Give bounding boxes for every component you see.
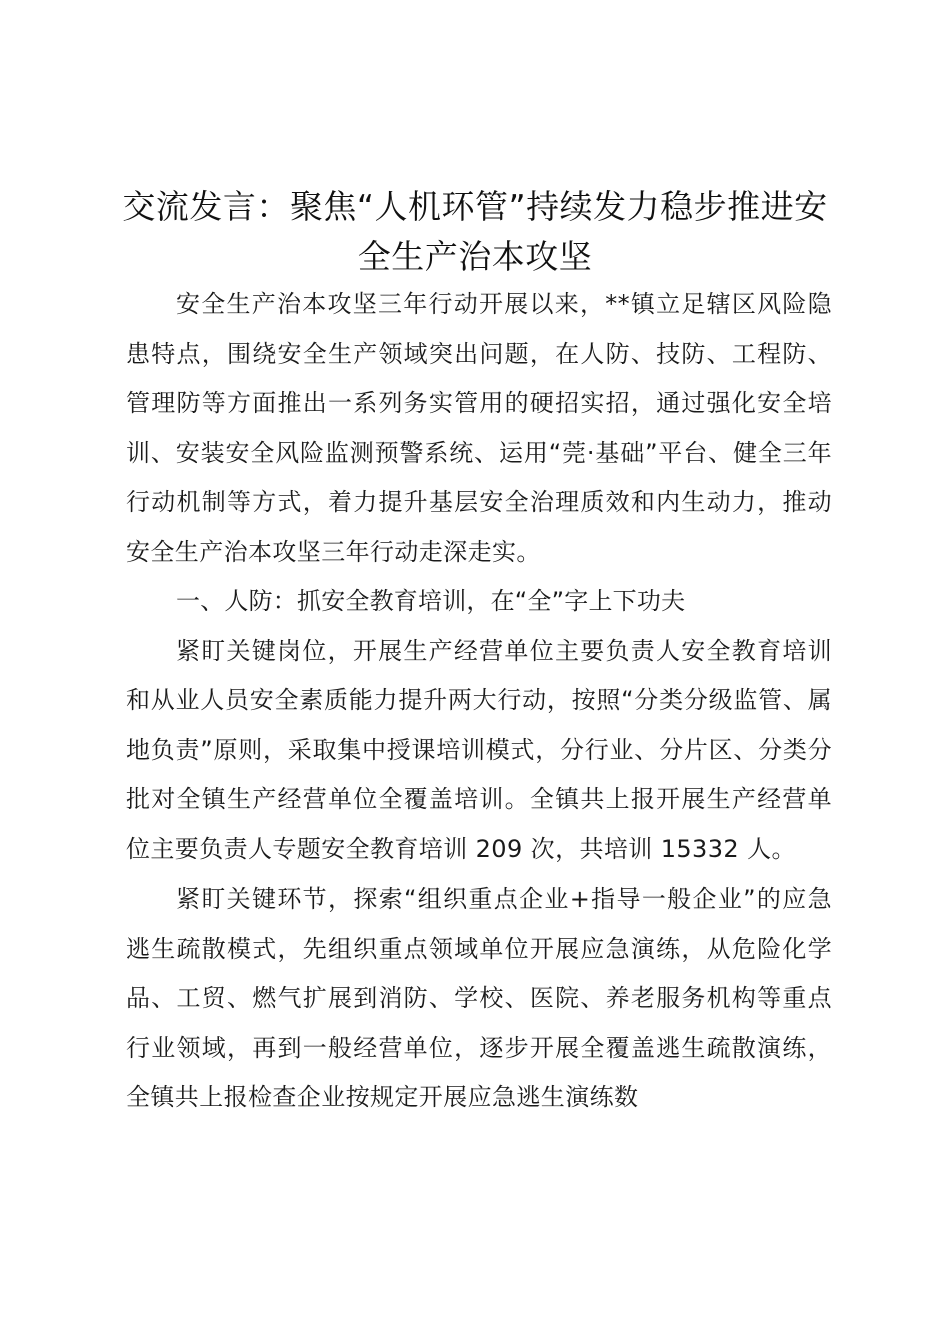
document-body xyxy=(126,280,832,1123)
section-heading: 一、人防：抓安全教育培训，在“全”字上下功夫 xyxy=(176,587,686,615)
document-title: 交流发言：聚焦“人机环管”持续发力稳步推进安全生产治本攻坚 xyxy=(122,187,828,276)
paragraph-training: 紧盯关键岗位，开展生产经营单位主要负责人安全教育培训和从业人员安全素质能力提升两大行动，按照“分类分级监管、属地负责”原则，采取集中授课培训模式，分行业、分片区、分类分批对全镇生产经营单位全覆盖培训。全镇共上报开展生产经营单位主要负责人专题安全教育培训 209 次，共培训 15332 人。 xyxy=(126,636,832,863)
paragraph-intro: 安全生产治本攻坚三年行动开展以来，**镇立足辖区风险隐患特点，围绕安全生产领域突出问题，在人防、技防、工程防、管理防等方面推出一系列务实管用的硬招实招，通过强化安全培训、安装安全风险监测预警系统、运用“莞·基础”平台、健全三年行动机制等方式，着力提升基层安全治理质效和内生动力，推动安全生产治本攻坚三年行动走深走实。 xyxy=(126,290,832,566)
paragraph-drills: 紧盯关键环节，探索“组织重点企业+指导一般企业”的应急逃生疏散模式，先组织重点领域单位开展应急演练，从危险化学品、工贸、燃气扩展到消防、学校、医院、养老服务机构等重点行业领域，再到一般经营单位，逐步开展全覆盖逃生疏散演练，全镇共上报检查企业按规定开展应急逃生演练数 xyxy=(126,885,832,1111)
